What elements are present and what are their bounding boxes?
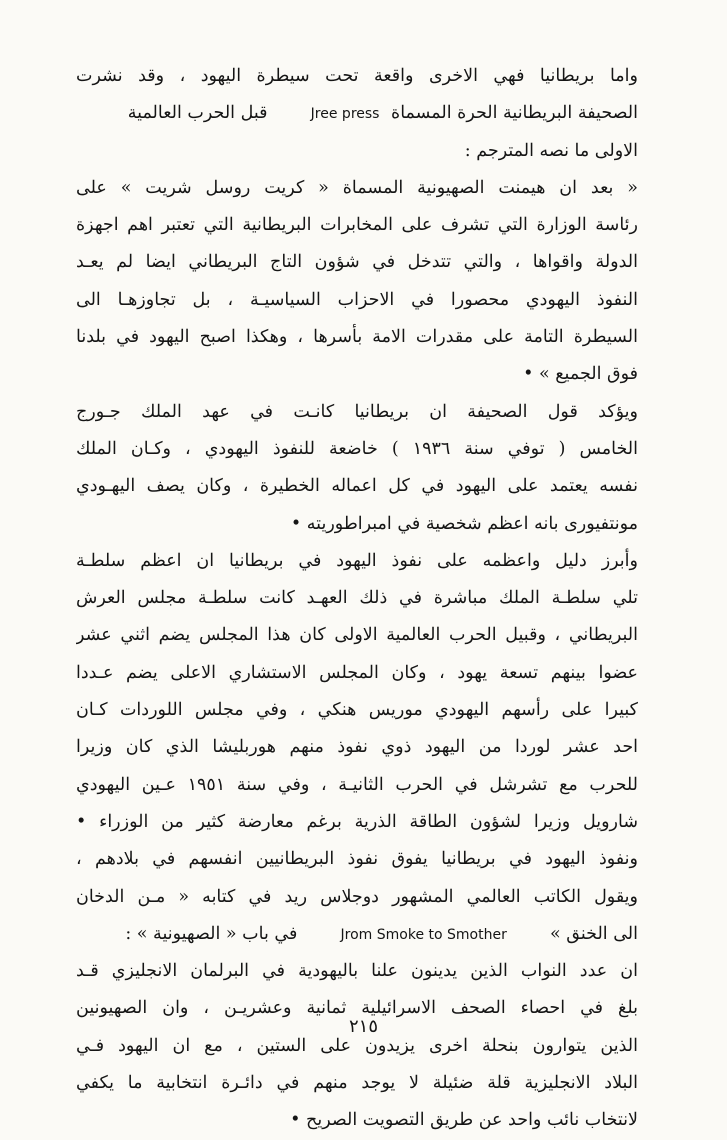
- text-line: السيطرة التامة على مقدرات الامة بأسرها ، وهكذا اصبح اليهود في بلدنا: [76, 327, 638, 348]
- text-line: النفوذ اليهودي محصورا في الاحزاب السياسيـة ، بل تجاوزهـا الى: [76, 289, 638, 310]
- text-line: شارويل وزيرا لشؤون الطاقة الذرية برغم معارضة كثير من الوزراء •: [76, 811, 638, 832]
- text-line: [76, 916, 638, 953]
- text-fragment: الى الخنق »: [550, 923, 638, 944]
- text-line: الدولة واقواها ، والتي تتدخل في شؤون التاج البريطاني ايضا لم يعـد: [76, 252, 638, 273]
- text-line: ونفوذ اليهود في بريطانيا يفوق نفوذ البريطانيين انفسهم في بلادهم ،: [76, 849, 638, 870]
- text-line: كبيرا على رأسهم اليهودي موريس هنكي ، وفي مجلس اللوردات كـان: [76, 700, 638, 721]
- body-text: [76, 58, 638, 1140]
- text-fragment: قبل الحرب العالمية: [127, 103, 268, 124]
- text-line: البريطاني ، وقبيل الحرب العالمية الاولى كان هذا المجلس يضم اثني عشر: [76, 625, 638, 646]
- text-line: ويؤكد قول الصحيفة ان بريطانيا كانـت في عهد الملك جـورج: [76, 401, 638, 422]
- text-line: ويقول الكاتب العالمي المشهور دوجلاس ريد في كتابه « مـن الدخان: [76, 886, 638, 907]
- text-line: عضوا بينهم تسعة يهود ، وكان المجلس الاستشاري الاعلى يضم عـددا: [76, 662, 638, 683]
- text-line: نفسه يعتمد على اليهود في كل اعماله الخطيرة ، وكان يصف اليهـودي: [76, 476, 638, 497]
- text-line: ان عدد النواب الذين يدينون علنا باليهودية في البرلمان الانجليزي قـد: [76, 961, 638, 982]
- text-line: وأبرز دليل واعظمه على نفوذ اليهود في بريطانيا ان اعظم سلطـة: [76, 550, 638, 571]
- latin-term-book-title: Jrom Smoke to Smother: [340, 926, 507, 943]
- text-line: احد عشر لوردا من اليهود ذوي نفوذ منهم هوربليشا الذي كان وزيرا: [76, 737, 638, 758]
- text-line: فوق الجميع » •: [523, 364, 638, 385]
- text-line: تلي سلطـة الملك مباشرة في ذلك العهـد كانت سلطـة مجلس العرش: [76, 588, 638, 609]
- text-line: [76, 95, 638, 132]
- text-fragment: الصحيفة البريطانية الحرة المسماة: [391, 103, 638, 124]
- text-line: البلاد الانجليزية قلة ضئيلة لا يوجد منهم في دائـرة انتخابية ما يكفي: [76, 1073, 638, 1094]
- text-line: « بعد ان هيمنت الصهيونية المسماة « كريت روسل شريت » على: [76, 177, 638, 198]
- text-fragment: في باب « الصهيونية » :: [125, 923, 298, 944]
- text-line: الخامس ( توفي سنة ١٩٣٦ ) خاضعة للنفوذ اليهودي ، وكـان الملك: [76, 438, 638, 459]
- text-line: الاولى ما نصه المترجم :: [464, 140, 638, 161]
- text-line: للحرب مع تشرشل في الحرب الثانيـة ، وفي سنة ١٩٥١ عـين اليهودي: [76, 774, 638, 795]
- page-number: ٢١٥: [348, 1016, 378, 1037]
- text-line: رئاسة الوزارة التي تشرف على المخابرات البريطانية التي تعتبر اهم اجهزة: [76, 215, 638, 236]
- text-line: مونتفيورى بانه اعظم شخصية في امبراطوريته •: [290, 513, 638, 534]
- latin-term-free-press: Jree press: [310, 106, 380, 123]
- text-line: واما بريطانيا فهي الاخرى واقعة تحت سيطرة اليهود ، وقد نشرت: [76, 66, 638, 86]
- text-line: لانتخاب نائب واحد عن طريق التصويت الصريح •: [290, 1110, 638, 1131]
- text-line: الذين يتوارون بنحلة اخرى يزيدون على الستين ، مع ان اليهود فـي: [76, 1035, 638, 1056]
- text-line: بلغ في احصاء الصحف الاسرائيلية ثمانية وعشريـن ، وان الصهيونين: [76, 998, 638, 1019]
